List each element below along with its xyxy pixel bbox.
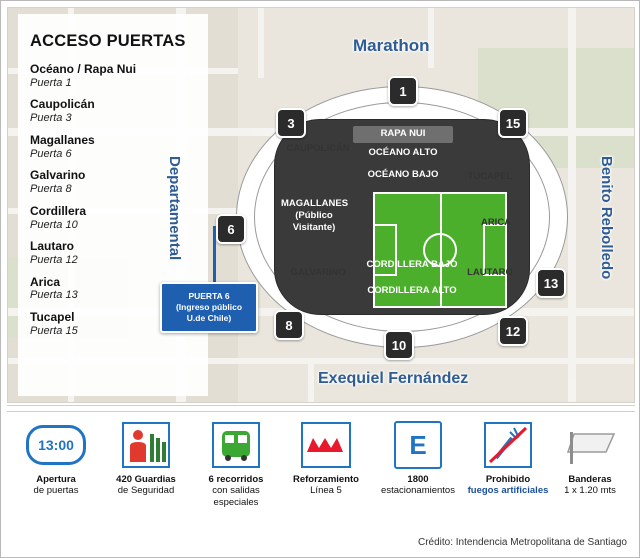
sector-tucapel: TUCAPEL bbox=[467, 171, 513, 182]
gate-6-callout: PUERTA 6 (Ingreso público U.de Chile) bbox=[160, 282, 258, 333]
metro-icon bbox=[283, 420, 369, 470]
info-caption: Banderas 1 x 1.20 mts bbox=[564, 474, 616, 497]
legend-item-gate: Puerta 8 bbox=[30, 183, 72, 196]
clock-time: 13:00 bbox=[26, 425, 86, 465]
legend-item bbox=[30, 63, 205, 89]
info-item-apertura bbox=[13, 420, 99, 497]
sector-magallanes-visitante: MAGALLANES (Público Visitante) bbox=[281, 198, 349, 233]
gate-12[interactable]: 12 bbox=[498, 316, 528, 346]
gate-3[interactable]: 3 bbox=[276, 108, 306, 138]
info-item-recorridos bbox=[193, 420, 279, 508]
legend-item-name: Tucapel bbox=[30, 310, 75, 325]
gate-15[interactable]: 15 bbox=[498, 108, 528, 138]
legend-item bbox=[30, 98, 205, 124]
bus-icon bbox=[193, 420, 279, 470]
callout-leader-line bbox=[213, 226, 216, 284]
legend-item-gate: Puerta 12 bbox=[30, 253, 78, 266]
parking-letter: E bbox=[394, 421, 442, 469]
gate-13[interactable]: 13 bbox=[536, 268, 566, 298]
parking-icon bbox=[375, 420, 461, 470]
legend-item-gate: Puerta 6 bbox=[30, 147, 72, 160]
legend-title: ACCESO PUERTAS bbox=[30, 32, 186, 50]
sector-lautaro: LAUTARO bbox=[467, 267, 513, 278]
legend-item-gate: Puerta 10 bbox=[30, 218, 78, 231]
info-caption: 420 Guardias de Seguridad bbox=[116, 474, 176, 497]
info-caption: Apertura de puertas bbox=[33, 474, 79, 497]
info-item-guardias bbox=[103, 420, 189, 497]
info-caption: 1800 estacionamientos bbox=[381, 474, 455, 497]
sector-cordillera-bajo: CORDILLERA BAJO bbox=[366, 259, 458, 270]
info-item-metro bbox=[283, 420, 369, 497]
section-divider bbox=[7, 405, 635, 406]
legend-item-name: Galvarino bbox=[30, 168, 86, 183]
stadium-map bbox=[7, 7, 635, 403]
clock-icon bbox=[13, 420, 99, 470]
no-fireworks-icon bbox=[465, 420, 551, 470]
legend-item-name: Cordillera bbox=[30, 203, 87, 218]
street-label-departamental: Departamental bbox=[166, 156, 183, 261]
legend-item-gate: Puerta 1 bbox=[30, 76, 72, 89]
legend-item-name: Lautaro bbox=[30, 239, 75, 254]
gate-10[interactable]: 10 bbox=[384, 330, 414, 360]
street-label-benito-rebolledo: Benito Rebolledo bbox=[598, 156, 615, 280]
info-item-banderas bbox=[547, 420, 633, 497]
sector-oceano-alto: OCÉANO ALTO bbox=[368, 147, 438, 158]
sector-cordillera-alto: CORDILLERA ALTO bbox=[367, 285, 457, 296]
street-label-exequiel-fernandez: Exequiel Fernández bbox=[318, 370, 469, 387]
stadium-diagram bbox=[227, 83, 566, 353]
info-item-fuegos bbox=[465, 420, 551, 497]
gate-8[interactable]: 8 bbox=[274, 310, 304, 340]
sector-arica: ARICA bbox=[480, 217, 512, 228]
credit-text: Crédito: Intendencia Metropolitana de Santiago bbox=[417, 537, 627, 548]
gate-6[interactable]: 6 bbox=[216, 214, 246, 244]
info-item-estacionamientos bbox=[375, 420, 461, 497]
gate-1[interactable]: 1 bbox=[388, 76, 418, 106]
legend-item-gate: Puerta 15 bbox=[30, 324, 78, 337]
info-icon-bar bbox=[7, 411, 635, 530]
sector-rapa-nui: RAPA NUI bbox=[353, 126, 453, 143]
info-caption: Reforzamiento Línea 5 bbox=[293, 474, 359, 497]
flag-icon bbox=[547, 420, 633, 470]
legend-item-name: Caupolicán bbox=[30, 97, 95, 112]
legend-item-name: Océano / Rapa Nui bbox=[30, 62, 137, 76]
sector-galvarino: GALVARINO bbox=[290, 267, 346, 278]
legend-item-gate: Puerta 3 bbox=[30, 112, 72, 125]
legend-item-name: Arica bbox=[30, 274, 61, 289]
info-caption: 6 recorridos con salidas especiales bbox=[208, 474, 264, 508]
legend-item-gate: Puerta 13 bbox=[30, 289, 78, 302]
sector-caupolican: CAUPOLICÁN bbox=[286, 143, 350, 154]
sector-oceano-bajo: OCÉANO BAJO bbox=[367, 169, 439, 180]
legend-item-name: Magallanes bbox=[30, 132, 95, 147]
street-label-marathon: Marathon bbox=[353, 36, 430, 55]
guards-icon bbox=[103, 420, 189, 470]
info-caption: Prohibido fuegos artificiales bbox=[467, 474, 549, 497]
